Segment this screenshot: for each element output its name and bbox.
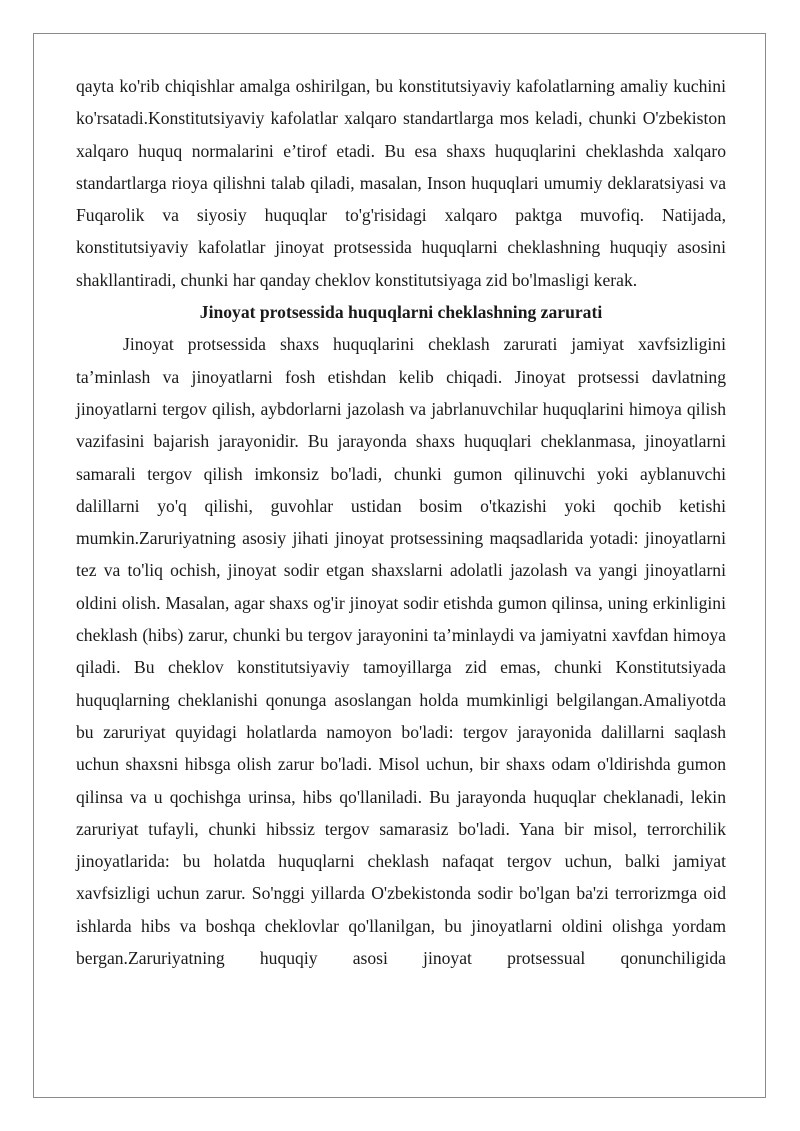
document-body: [76, 70, 726, 974]
body-paragraph: qayta ko'rib chiqishlar amalga oshirilgan, bu konstitutsiyaviy kafolatlarning amaliy kuchini ko'rsatadi.Konstitutsiyaviy kafolatlar xalqaro standartlarga mos keladi, chunki O'zbekiston xalqaro huquq normalarini e’tirof etadi. Bu esa shaxs huquqlarini cheklashda xalqaro standartlarga rioya qilishni talab qiladi, masalan, Inson huquqlari umumiy deklaratsiyasi va Fuqarolik va siyosiy huquqlar to'g'risidagi xalqaro paktga muvofiq. Natijada, konstitutsiyaviy kafolatlar jinoyat protsessida huquqlarni cheklashning huquqiy asosini shakllantiradi, chunki har qanday cheklov konstitutsiyaga zid bo'lmasligi kerak.: [76, 76, 726, 290]
body-paragraph: Jinoyat protsessida shaxs huquqlarini cheklash zarurati jamiyat xavfsizligini ta’minlash va jinoyatlarni fosh etishdan kelib chiqadi. Jinoyat protsessi davlatning jinoyatlarni tergov qilish, aybdorlarni jazolash va jabrlanuvchilar huquqlarini himoya qilish vazifasini bajarish jarayonidir. Bu jarayonda shaxs huquqlari cheklanmasa, jinoyatlarni samarali tergov qilish imkonsiz bo'ladi, chunki gumon qilinuvchi yoki ayblanuvchi dalillarni yo'q qilishi, guvohlar ustidan bosim o'tkazishi yoki qochib ketishi mumkin.Zaruriyatning asosiy jihati jinoyat protsessining maqsadlarida yotadi: jinoyatlarni tez va to'liq ochish, jinoyat sodir etgan shaxslarni adolatli jazolash va yangi jinoyatlarni oldini olish. Masalan, agar shaxs og'ir jinoyat sodir etishda gumon qilinsa, uning erkinligini cheklash (hibs) zarur, chunki bu tergov jarayonini ta’minlaydi va jamiyatni xavfdan himoya qiladi. Bu cheklov konstitutsiyaviy tamoyillarga zid emas, chunki Konstitutsiyada huquqlarning cheklanishi qonunga asoslangan holda mumkinligi belgilangan.Amaliyotda bu zaruriyat quyidagi holatlarda namoyon bo'ladi: tergov jarayonida dalillarni saqlash uchun shaxsni hibsga olish zarur bo'ladi. Misol uchun, bir shaxs odam o'ldirishda gumon qilinsa va u qochishga urinsa, hibs qo'llaniladi. Bu jarayonda huquqlar cheklanadi, lekin zaruriyat tufayli, chunki hibssiz tergov samarasiz bo'ladi. Yana bir misol, terrorchilik jinoyatlarida: bu holatda huquqlarni cheklash nafaqat tergov uchun, balki jamiyat xavfsizligi uchun zarur. So'nggi yillarda O'zbekistonda sodir bo'lgan ba'zi terrorizmga oid ishlarda hibs va boshqa cheklovlar qo'llanilgan, bu jinoyatlarni oldini olishga yordam bergan.Zaruriyatning huquqiy asosi jinoyat protsessual qonunchiligida: [76, 334, 726, 969]
section-heading: Jinoyat protsessida huquqlarni cheklashning zarurati: [199, 302, 603, 323]
